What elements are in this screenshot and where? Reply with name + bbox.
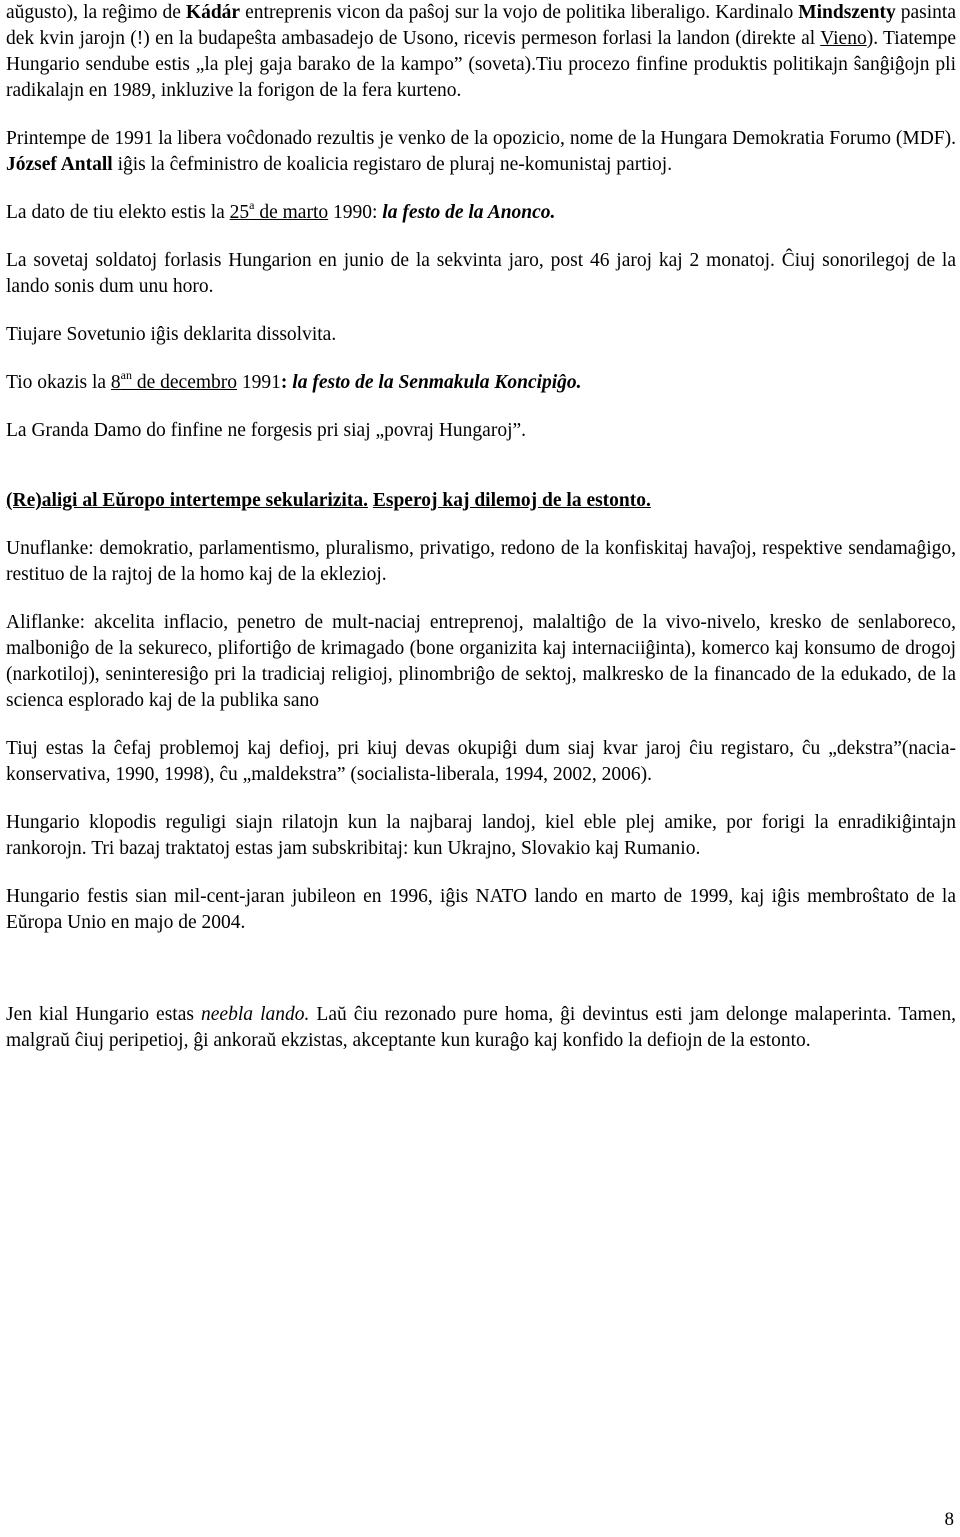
- paragraph-soviet-withdrawal: La sovetaj soldatoj forlasis Hungarion en junio de la sekvinta jaro, post 46 jaroj kaj 2 monatoj. Ĉiuj sonorilegoj de la lando sonis dum unu horo.: [6, 250, 956, 297]
- link-vieno[interactable]: Vieno: [820, 28, 867, 49]
- paragraph-december-1991: Tio okazis la $8^{an}$ de decembro 1991: la festo de la Senmakula Koncipiĝo.: [6, 368, 582, 393]
- paragraph-neighbours: Hungario klopodis reguligi siajn rilatojn kun la najbaraj landoj, kiel eble plej amike, por forigi la enradikiĝintajn rankorojn. Tri bazaj traktatoj estas jam subskribitaj: kun Ukrajno, Slovakio kaj Rumanio.: [6, 812, 956, 859]
- feast-annunciation: la festo de la Anonco.: [382, 202, 556, 223]
- paragraph-1991-elections: Printempe de 1991 la libera voĉdonado rezultis je venko de la opozicio, nome de la Hungara Demokratia Forumo (MDF). József Antall iĝis la ĉefministro de koalicia registaro de pluraj ne-komunistaj partioj.: [6, 128, 956, 175]
- paragraph-unuflanke: Unuflanke: demokratio, parlamentismo, pluralismo, privatigo, redono de la konfiskitaj havaĵoj, respektive sendamaĝigo, restituo de la rajtoj de la homo kaj de la eklezioj.: [6, 538, 956, 585]
- name-antall: József Antall: [6, 154, 113, 175]
- page-number: 8: [944, 1509, 954, 1530]
- paragraph-neebla-lando: Jen kial Hungario estas neebla lando. Laŭ ĉiu rezonado pure homa, ĝi devintus esti jam delonge malaperinta. Tamen, malgraŭ ĉiuj peripetioj, ĝi ankoraŭ ekzistas, akceptante kun kuraĝo kaj konfido la defiojn de la estonto.: [6, 1004, 956, 1051]
- paragraph-problems-governments: Tiuj estas la ĉefaj problemoj kaj defioj, pri kiuj devas okupiĝi dum siaj kvar jaroj ĉiu registaro, ĉu „dekstra”(nacia-konservativa, 1990, 1998), ĉu „maldekstra” (socialista-liberala, 1994, 2002, 2006).: [6, 738, 956, 785]
- date-8-december[interactable]: $8^{an}$ de decembro: [110, 368, 238, 393]
- section-heading: [6, 488, 956, 514]
- paragraph-aliflanke: Aliflanke: akcelita inflacio, penetro de mult-naciaj entreprenoj, malaltiĝo de la vivo-nivelo, kresko de senlaboreco, malboniĝo de la sekureco, plifortiĝo de krimagado (bone organizita kaj internaciiĝinta), komerco kaj konsumo de drogoj (narkotiloj), seninteresiĝo pri la tradiciaj religioj, plinombriĝo de sektoj, malkresko de la financado de la edukado, de la scienca esplorado kaj de la publika sano: [6, 612, 956, 711]
- heading-part-1: (Re)aligi al Eŭropo intertempe sekularizita.: [6, 490, 368, 511]
- paragraph-jubilee-nato-eu: Hungario festis sian mil-cent-jaran jubileon en 1996, iĝis NATO lando en marto de 1999, kaj iĝis membroŝtato de la Eŭropa Unio en majo de 2004.: [6, 886, 956, 933]
- feast-immaculate-conception: la festo de la Senmakula Koncipiĝo.: [292, 372, 582, 393]
- name-mindszenty: Mindszenty: [798, 2, 896, 23]
- name-kadar: Kádár: [185, 2, 241, 23]
- paragraph-soviet-dissolution: Tiujare Sovetunio iĝis deklarita dissolvita.: [6, 324, 337, 345]
- phrase-neebla-lando: neebla lando.: [201, 1004, 310, 1025]
- heading-part-2: Esperoj kaj dilemoj de la estonto.: [372, 490, 651, 511]
- date-25-march[interactable]: 25$^a$ de marto: [229, 198, 329, 223]
- paragraph-election-date: La dato de tiu elekto estis la 25$^a$ de marto 1990: la festo de la Anonco.: [6, 198, 556, 223]
- paragraph-kadar-liberalization: aŭgusto), la reĝimo de Kádár entreprenis vicon da paŝoj sur la vojo de politika liberaligo. Kardinalo Mindszenty pasinta dek kvin jarojn (!) en la budapeŝta ambasadejo de Usono, ricevis permeson forlasi la landon (direkte al Vieno). Tiatempe Hungario sendube estis „la plej gaja barako de la kampo” (soveta).Tiu procezo finfine produktis politikajn ŝanĝiĝojn pli radikalajn en 1989, inkluzive la forigon de la fera kurteno.: [6, 2, 957, 101]
- paragraph-granda-damo: La Granda Damo do finfine ne forgesis pri siaj „povraj Hungaroj”.: [6, 420, 527, 441]
- document-page: [6, 0, 956, 1054]
